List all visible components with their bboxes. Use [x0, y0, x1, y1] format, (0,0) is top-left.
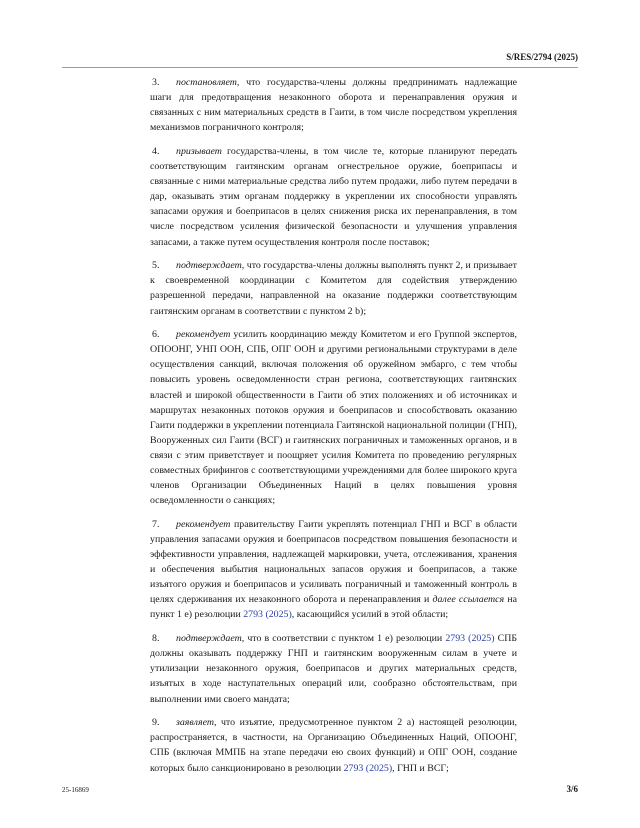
paragraph-text: , касающийся усилий в этой области;	[291, 609, 449, 621]
paragraph-6	[150, 327, 517, 508]
resolution-link[interactable]: 2793 (2025)	[445, 633, 495, 645]
operative-verb: постановляет	[176, 77, 237, 88]
document-symbol: S/RES/2794 (2025)	[506, 52, 578, 62]
resolution-link[interactable]: 2793 (2025)	[243, 609, 292, 621]
document-body	[150, 75, 517, 784]
paragraph-text: на пункт 1 e) резолюции	[150, 594, 517, 621]
paragraph-number: 4.	[152, 145, 160, 157]
operative-verb: рекомендует	[176, 518, 231, 530]
page-header	[62, 50, 578, 68]
paragraph-4	[150, 144, 517, 250]
paragraph-number: 7.	[152, 518, 160, 530]
paragraph-text: правительству Гаити укреплять потенциал ГНП и ВСГ в области управления запасами оружия и боеприпасов посредством повышения безопасности и эффективности управления, надлежащей маркировки, учета, отслеживания, хранения и обеспечения выбытия национальных запасов оружия и боеприпасов, а также изъятого оружия и боеприпасов и усиливать пограничный и таможенный контроль в целях сдерживания их незаконного оборота и перенаправления и	[150, 518, 517, 606]
page-number: 3/6	[566, 784, 578, 794]
operative-verb: заявляет	[176, 717, 214, 729]
operative-verb: призывает	[176, 145, 222, 157]
paragraph-5	[150, 258, 517, 318]
paragraph-9	[150, 715, 517, 775]
paragraph-text: государства-члены, в том числе те, которые планируют передать соответствующим гаитянским органам огнестрельное оружие, боеприпасы и связанные с ними материальные средства либо путем продажи, либо путем передачи в дар, оказывать этим органам поддержку в укреплении их способности управлять запасами оружия и боеприпасов в целях снижения риска их перенаправления, в том числе посредством усиления физической безопасности и улучшения управления запасами, а также путем осуществления контроля после поставок;	[150, 145, 517, 248]
paragraph-7	[150, 517, 517, 623]
paragraph-number: 6.	[152, 329, 160, 341]
paragraph-3	[150, 75, 517, 135]
resolution-link[interactable]: 2793 (2025)	[343, 762, 393, 774]
operative-verb: рекомендует	[176, 329, 231, 341]
paragraph-number: 5.	[152, 260, 160, 272]
paragraph-text: , что государства-члены должны предпринимать надлежащие шаги для предотвращения незаконного оборота и перенаправления оружия и связанных с ним материальных средств в Гаити, в том числе посредством укрепления механизмов пограничного контроля;	[150, 77, 517, 134]
paragraph-8	[150, 631, 517, 706]
job-number: 25-16869	[62, 786, 89, 794]
paragraph-number: 3.	[152, 77, 160, 88]
operative-verb: далее ссылается	[432, 594, 505, 606]
paragraph-text: , ГНП и ВСГ;	[392, 762, 449, 774]
paragraph-text: СПБ должны оказывать поддержку ГНП и гаитянским вооруженным силам в учете и утилизации незаконного оружия, боеприпасов и других материальных средств, изъятых в ходе наступательных операций или, сообразно обстоятельствам, при выполнении ими своего мандата;	[150, 633, 518, 705]
paragraph-text: , что изъятие, предусмотренное пунктом 2 a) настоящей резолюции, распространяется, в частности, на Организацию Объединенных Наций, ОПООНГ, СПБ (включая ММПБ на этапе передачи ею своих функций) и ОПГ ООН, создание которых было санкционировано в резолюции	[150, 717, 517, 774]
paragraph-text: , что в соответствии с пунктом 1 e) резолюции	[241, 633, 446, 645]
paragraph-text: усилить координацию между Комитетом и его Группой экспертов, ОПООНГ, УНП ООН, СПБ, ОПГ ООН и другими региональными структурами в деле осуществления санкций, включая положения об оружейном эмбарго, с тем чтобы повысить уровень осведомленности стран региона, соответствующих гаитянских властей и широкой общественности в Гаити об этих положениях и об источниках и маршрутах незаконных потоков оружия и боеприпасов и способствовать оказанию Гаити поддержки в укреплении потенциала Гаитянской национальной полиции (ГНП), Вооруженных сил Гаити (ВСГ) и гаитянских пограничных и таможенных органов, и в связи с этим приветствует и поощряет усилия Комитета по проведению регулярных совместных брифингов с соответствующими учреждениями для более широкого круга членов Организации Объединенных Наций в целях повышения уровня осведомленности о санкциях;	[150, 329, 517, 507]
paragraph-number: 9.	[152, 717, 160, 729]
page-footer	[62, 784, 578, 798]
paragraph-text: , что государства-члены должны выполнять пункт 2, и призывает к своевременной координации с Комитетом для содействия утверждению разрешенной передачи, направленной на оказание поддержки соответствующим гаитянским органам в соответствии с пунктом 2 b);	[150, 260, 517, 317]
operative-verb: подтверждает	[176, 260, 242, 272]
operative-verb: подтверждает	[176, 633, 242, 645]
paragraph-number: 8.	[152, 633, 160, 645]
